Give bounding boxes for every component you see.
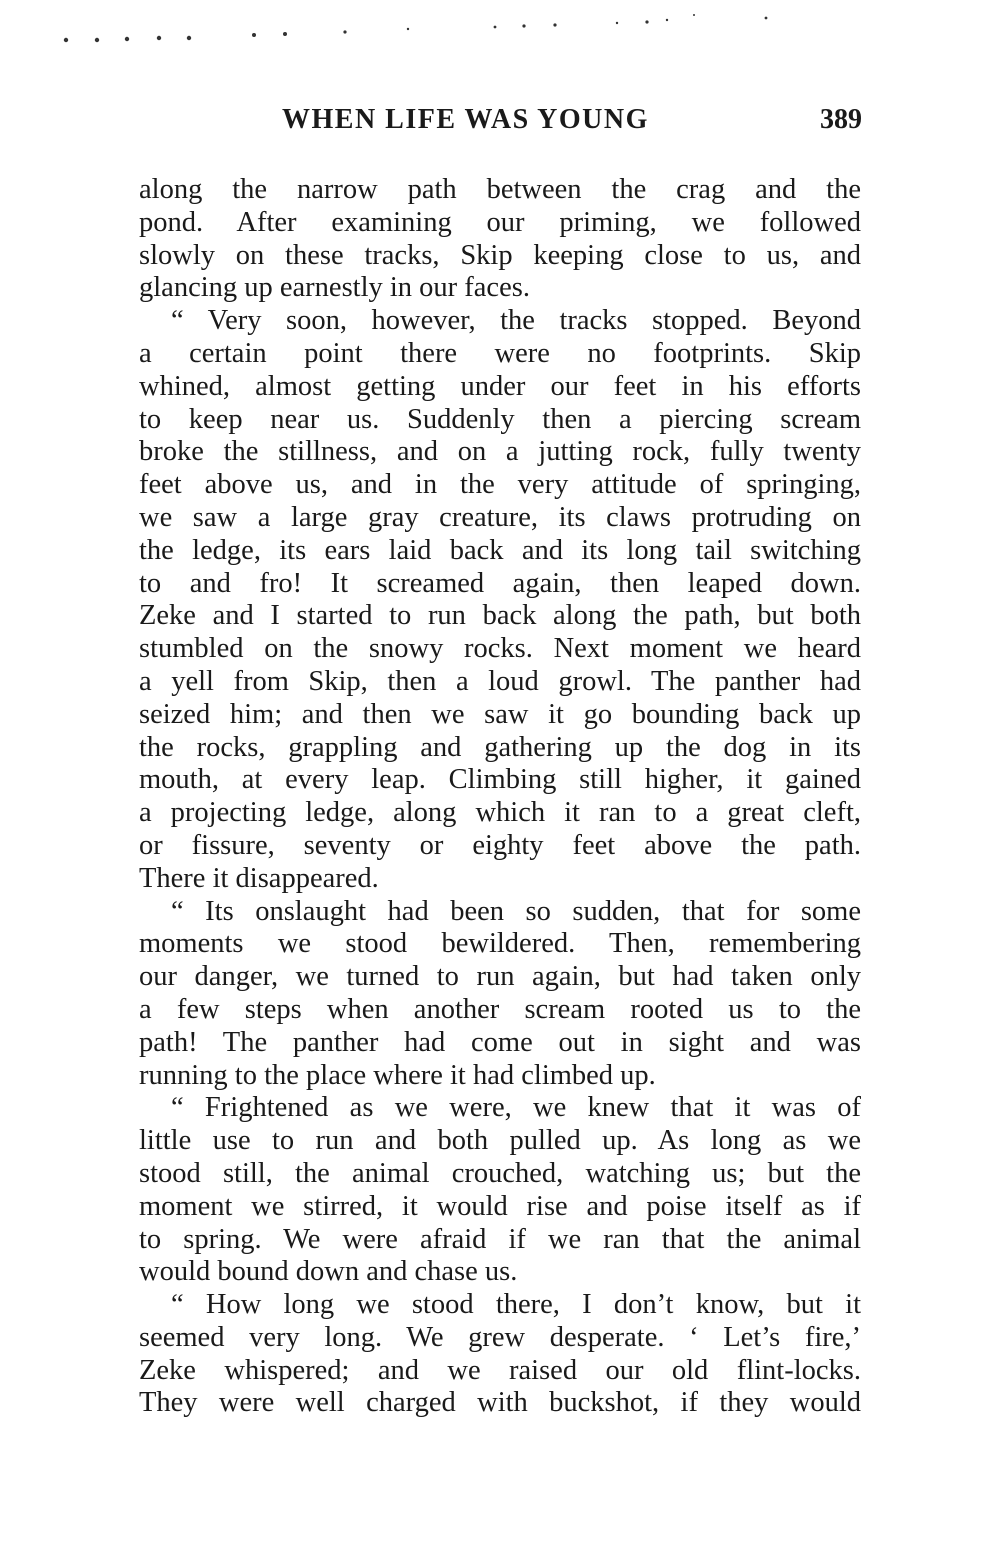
body-text [139, 174, 861, 1420]
text-line: stood still, the animal crouched, watching us; but the [139, 1157, 861, 1189]
text-line: broke the stillness, and on a jutting rock, fully twenty [139, 436, 861, 468]
text-line: “ How long we stood there, I don’t know, but it [171, 1289, 861, 1321]
text-line: mouth, at every leap. Climbing still higher, it gained [139, 764, 861, 796]
text-line: running to the place where it had climbed up. [139, 1059, 656, 1091]
text-line: path! The panther had come out in sight and was [139, 1026, 861, 1058]
page-number: 389 [820, 104, 862, 135]
text-line: There it disappeared. [139, 862, 379, 894]
text-line: Zeke and I started to run back along the path, but both [139, 600, 861, 632]
text-line: “ Very soon, however, the tracks stopped. Beyond [171, 305, 861, 337]
text-line: to keep near us. Suddenly then a piercing scream [139, 403, 861, 435]
text-line: the ledge, its ears laid back and its long tail switching [139, 534, 861, 566]
text-line: little use to run and both pulled up. As long as we [139, 1125, 861, 1157]
text-line: a few steps when another scream rooted us to the [139, 993, 861, 1025]
text-line: the rocks, grappling and gathering up the dog in its [139, 731, 861, 763]
text-line: whined, almost getting under our feet in his efforts [139, 370, 861, 402]
text-line: “ Its onslaught had been so sudden, that for some [171, 895, 861, 927]
text-line: a projecting ledge, along which it ran to a great cleft, [139, 797, 861, 829]
page-header [282, 104, 862, 144]
running-title: WHEN LIFE WAS YOUNG [282, 104, 649, 135]
text-line: moment we stirred, it would rise and poise itself as if [139, 1190, 861, 1222]
text-line: would bound down and chase us. [139, 1256, 518, 1288]
text-line: stumbled on the snowy rocks. Next moment we heard [139, 633, 861, 665]
text-line: pond. After examining our priming, we followed [139, 206, 861, 238]
scan-specks [0, 0, 1000, 60]
text-line: to and fro! It screamed again, then leaped down. [139, 567, 861, 599]
text-line: we saw a large gray creature, its claws protruding on [139, 501, 861, 533]
text-line: “ Frightened as we were, we knew that it was of [171, 1092, 861, 1124]
text-line: along the narrow path between the crag and the [139, 174, 861, 205]
text-line: moments we stood bewildered. Then, remembering [139, 928, 861, 960]
text-line: or fissure, seventy or eighty feet above the path. [139, 829, 861, 861]
text-line: to spring. We were afraid if we ran that the animal [139, 1223, 861, 1255]
text-line: our danger, we turned to run again, but had taken only [139, 961, 861, 993]
text-line: glancing up earnestly in our faces. [139, 272, 530, 304]
text-line: a yell from Skip, then a loud growl. The panther had [139, 665, 861, 697]
text-line: slowly on these tracks, Skip keeping close to us, and [139, 239, 861, 271]
text-line: seemed very long. We grew desperate. ‘ Let’s fire,’ [139, 1321, 861, 1353]
text-line: a certain point there were no footprints. Skip [139, 337, 861, 369]
text-line: seized him; and then we saw it go bounding back up [139, 698, 861, 730]
text-line: feet above us, and in the very attitude of springing, [139, 469, 861, 501]
text-line: They were well charged with buckshot, if they would [139, 1387, 861, 1419]
text-line: Zeke whispered; and we raised our old flint-locks. [139, 1354, 861, 1386]
